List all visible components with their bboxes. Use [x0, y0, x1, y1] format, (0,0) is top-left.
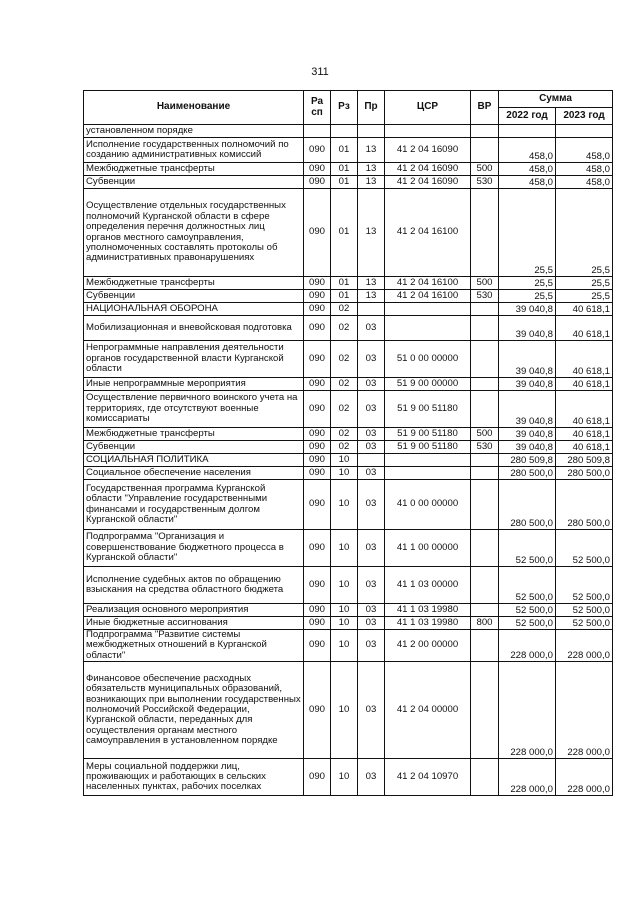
- header-name: Наименование: [84, 91, 304, 125]
- row-rz: 10: [331, 454, 358, 467]
- row-amount-2023: 228 000,0: [556, 662, 613, 759]
- row-name: Иные бюджетные ассигнования: [84, 617, 304, 630]
- header-rasp: Ра сп: [304, 91, 331, 125]
- row-amount-2023: 25,5: [556, 189, 613, 277]
- row-rz: 10: [331, 480, 358, 530]
- row-rasp: 090: [304, 480, 331, 530]
- row-vr: [471, 467, 499, 480]
- row-pr: 03: [358, 441, 385, 454]
- table-row: [84, 617, 613, 630]
- row-vr: [471, 567, 499, 604]
- row-csr: 51 9 00 51180: [385, 391, 471, 428]
- table-row: [84, 567, 613, 604]
- row-name: НАЦИОНАЛЬНАЯ ОБОРОНА: [84, 303, 304, 316]
- row-name: Непрограммные направления деятельности органов государственной власти Курганской области: [84, 341, 304, 378]
- row-name: Государственная программа Курганской области "Управление государственными финансами и государственным долгом Курганской области": [84, 480, 304, 530]
- table-row: [84, 428, 613, 441]
- row-name: установленном порядке: [84, 125, 304, 138]
- row-amount-2022: 39 040,8: [499, 316, 556, 341]
- table-row: [84, 163, 613, 176]
- row-rz: 01: [331, 138, 358, 163]
- table-row: [84, 138, 613, 163]
- row-vr: [471, 138, 499, 163]
- row-amount-2022: 458,0: [499, 163, 556, 176]
- row-rz: 10: [331, 567, 358, 604]
- row-rz: 10: [331, 604, 358, 617]
- row-rasp: 090: [304, 467, 331, 480]
- row-pr: 13: [358, 290, 385, 303]
- row-rz: [331, 125, 358, 138]
- row-csr: 41 1 03 19980: [385, 617, 471, 630]
- row-amount-2023: 40 618,1: [556, 303, 613, 316]
- row-pr: 03: [358, 391, 385, 428]
- row-vr: 500: [471, 277, 499, 290]
- row-rasp: 090: [304, 378, 331, 391]
- row-csr: 41 1 03 19980: [385, 604, 471, 617]
- table-body: [84, 125, 613, 796]
- table-row: [84, 467, 613, 480]
- row-vr: [471, 480, 499, 530]
- row-rasp: 090: [304, 454, 331, 467]
- row-rasp: 090: [304, 303, 331, 316]
- row-rasp: [304, 125, 331, 138]
- row-name: Межбюджетные трансферты: [84, 428, 304, 441]
- row-name: Мобилизационная и вневойсковая подготовка: [84, 316, 304, 341]
- row-pr: 13: [358, 189, 385, 277]
- row-rasp: 090: [304, 189, 331, 277]
- budget-table: [83, 90, 613, 796]
- table-row: [84, 662, 613, 759]
- row-vr: 530: [471, 441, 499, 454]
- row-pr: 03: [358, 604, 385, 617]
- row-amount-2023: 280 500,0: [556, 467, 613, 480]
- table-row: [84, 290, 613, 303]
- row-vr: [471, 759, 499, 796]
- table-row: [84, 630, 613, 662]
- row-csr: 51 0 00 00000: [385, 341, 471, 378]
- row-amount-2022: [499, 125, 556, 138]
- row-rasp: 090: [304, 163, 331, 176]
- row-vr: 800: [471, 617, 499, 630]
- row-rz: 02: [331, 303, 358, 316]
- row-rasp: 090: [304, 176, 331, 189]
- row-rasp: 090: [304, 617, 331, 630]
- row-amount-2022: 39 040,8: [499, 341, 556, 378]
- row-csr: 41 1 00 00000: [385, 530, 471, 567]
- table-row: [84, 441, 613, 454]
- row-rasp: 090: [304, 290, 331, 303]
- row-amount-2022: 52 500,0: [499, 530, 556, 567]
- row-pr: 03: [358, 316, 385, 341]
- page-number: 311: [311, 66, 329, 78]
- row-csr: 41 2 04 16100: [385, 277, 471, 290]
- row-rz: 02: [331, 316, 358, 341]
- row-amount-2022: 25,5: [499, 277, 556, 290]
- row-rasp: 090: [304, 630, 331, 662]
- row-rasp: 090: [304, 567, 331, 604]
- row-amount-2022: 280 509,8: [499, 454, 556, 467]
- header-vr: ВР: [471, 91, 499, 125]
- table-row: [84, 303, 613, 316]
- row-amount-2023: 280 500,0: [556, 480, 613, 530]
- header-2023: 2023 год: [556, 108, 613, 125]
- row-vr: [471, 303, 499, 316]
- row-csr: [385, 125, 471, 138]
- row-pr: 03: [358, 662, 385, 759]
- row-csr: 41 2 04 16100: [385, 290, 471, 303]
- row-rasp: 090: [304, 428, 331, 441]
- row-pr: 03: [358, 467, 385, 480]
- row-csr: 41 1 03 00000: [385, 567, 471, 604]
- row-amount-2023: 25,5: [556, 277, 613, 290]
- row-rz: 01: [331, 290, 358, 303]
- row-name: Подпрограмма "Развитие системы межбюджетных отношений в Курганской области": [84, 630, 304, 662]
- row-vr: [471, 378, 499, 391]
- row-amount-2022: 39 040,8: [499, 303, 556, 316]
- row-pr: 03: [358, 341, 385, 378]
- row-vr: 500: [471, 428, 499, 441]
- row-name: Субвенции: [84, 290, 304, 303]
- row-vr: [471, 189, 499, 277]
- row-vr: [471, 391, 499, 428]
- row-csr: 51 9 00 00000: [385, 378, 471, 391]
- row-csr: 41 2 04 16090: [385, 163, 471, 176]
- table-row: [84, 189, 613, 277]
- row-amount-2023: 40 618,1: [556, 441, 613, 454]
- row-rasp: 090: [304, 662, 331, 759]
- row-rz: 01: [331, 176, 358, 189]
- row-amount-2022: 25,5: [499, 290, 556, 303]
- row-csr: [385, 303, 471, 316]
- header-2022: 2022 год: [499, 108, 556, 125]
- row-name: Иные непрограммные мероприятия: [84, 378, 304, 391]
- row-vr: [471, 125, 499, 138]
- row-rz: 10: [331, 630, 358, 662]
- row-vr: 530: [471, 290, 499, 303]
- row-amount-2023: 40 618,1: [556, 391, 613, 428]
- row-name: Финансовое обеспечение расходных обязательств муниципальных образований, возникающих при выполнении государственных полномочий Российской Федерации, Курганской области, переданных для осуществления органам местного самоуправления в установленном порядке: [84, 662, 304, 759]
- header-csr: ЦСР: [385, 91, 471, 125]
- table-row: [84, 480, 613, 530]
- row-amount-2022: 52 500,0: [499, 567, 556, 604]
- row-amount-2022: 39 040,8: [499, 441, 556, 454]
- row-name: Осуществление отдельных государственных полномочий Курганской области в сфере определения перечня должностных лиц органов местного самоуправления, уполномоченных составлять протоколы об административных правонарушениях: [84, 189, 304, 277]
- row-pr: 13: [358, 176, 385, 189]
- row-csr: 41 2 04 16090: [385, 138, 471, 163]
- header-pr: Пр: [358, 91, 385, 125]
- table-row: [84, 125, 613, 138]
- row-rz: 10: [331, 759, 358, 796]
- row-amount-2022: 280 500,0: [499, 480, 556, 530]
- row-amount-2022: 25,5: [499, 189, 556, 277]
- row-vr: [471, 316, 499, 341]
- row-rz: 10: [331, 530, 358, 567]
- row-csr: 41 2 04 16100: [385, 189, 471, 277]
- row-csr: [385, 454, 471, 467]
- row-amount-2022: 39 040,8: [499, 391, 556, 428]
- row-pr: 03: [358, 530, 385, 567]
- row-amount-2023: 40 618,1: [556, 428, 613, 441]
- row-vr: [471, 662, 499, 759]
- row-csr: 51 9 00 51180: [385, 428, 471, 441]
- row-amount-2023: 458,0: [556, 176, 613, 189]
- table-row: [84, 341, 613, 378]
- row-amount-2023: 52 500,0: [556, 617, 613, 630]
- row-amount-2022: 52 500,0: [499, 617, 556, 630]
- row-rz: 02: [331, 428, 358, 441]
- row-name: Межбюджетные трансферты: [84, 163, 304, 176]
- row-pr: 03: [358, 759, 385, 796]
- row-vr: 500: [471, 163, 499, 176]
- row-csr: 41 2 04 10970: [385, 759, 471, 796]
- table-row: [84, 530, 613, 567]
- row-rasp: 090: [304, 441, 331, 454]
- row-name: Меры социальной поддержки лиц, проживающих и работающих в сельских населенных пунктах, рабочих поселках: [84, 759, 304, 796]
- header-sum: Сумма: [499, 91, 613, 108]
- row-csr: 41 2 04 16090: [385, 176, 471, 189]
- row-rz: 01: [331, 277, 358, 290]
- row-pr: 13: [358, 138, 385, 163]
- row-name: Реализация основного мероприятия: [84, 604, 304, 617]
- row-vr: [471, 604, 499, 617]
- row-rz: 02: [331, 391, 358, 428]
- row-amount-2023: 458,0: [556, 163, 613, 176]
- row-amount-2022: 228 000,0: [499, 630, 556, 662]
- row-rz: 01: [331, 163, 358, 176]
- row-amount-2022: 458,0: [499, 176, 556, 189]
- row-rz: 10: [331, 662, 358, 759]
- row-amount-2023: 40 618,1: [556, 316, 613, 341]
- row-vr: [471, 341, 499, 378]
- row-amount-2023: 52 500,0: [556, 567, 613, 604]
- row-pr: 03: [358, 480, 385, 530]
- row-csr: 41 2 00 00000: [385, 630, 471, 662]
- row-amount-2022: 39 040,8: [499, 428, 556, 441]
- row-name: Подпрограмма "Организация и совершенствование бюджетного процесса в Курганской области": [84, 530, 304, 567]
- row-amount-2023: 25,5: [556, 290, 613, 303]
- row-rasp: 090: [304, 530, 331, 567]
- row-pr: 13: [358, 277, 385, 290]
- header-rz: Рз: [331, 91, 358, 125]
- row-name: Субвенции: [84, 176, 304, 189]
- row-amount-2022: 52 500,0: [499, 604, 556, 617]
- row-rz: 10: [331, 467, 358, 480]
- row-pr: [358, 303, 385, 316]
- row-amount-2022: 228 000,0: [499, 759, 556, 796]
- row-amount-2022: 458,0: [499, 138, 556, 163]
- row-pr: 03: [358, 428, 385, 441]
- row-amount-2023: 52 500,0: [556, 530, 613, 567]
- row-amount-2023: 52 500,0: [556, 604, 613, 617]
- row-rasp: 090: [304, 759, 331, 796]
- row-csr: 41 0 00 00000: [385, 480, 471, 530]
- row-amount-2022: 228 000,0: [499, 662, 556, 759]
- row-rz: 02: [331, 341, 358, 378]
- table-row: [84, 316, 613, 341]
- row-name: Субвенции: [84, 441, 304, 454]
- row-name: Межбюджетные трансферты: [84, 277, 304, 290]
- row-amount-2023: 40 618,1: [556, 378, 613, 391]
- row-rasp: 090: [304, 391, 331, 428]
- row-pr: 13: [358, 163, 385, 176]
- table-row: [84, 759, 613, 796]
- table-row: [84, 277, 613, 290]
- row-name: СОЦИАЛЬНАЯ ПОЛИТИКА: [84, 454, 304, 467]
- row-pr: [358, 454, 385, 467]
- row-amount-2023: 458,0: [556, 138, 613, 163]
- row-pr: 03: [358, 567, 385, 604]
- row-name: Исполнение государственных полномочий по созданию административных комиссий: [84, 138, 304, 163]
- row-rasp: 090: [304, 316, 331, 341]
- row-amount-2023: [556, 125, 613, 138]
- row-csr: 51 9 00 51180: [385, 441, 471, 454]
- table-row: [84, 176, 613, 189]
- row-pr: 03: [358, 378, 385, 391]
- row-rasp: 090: [304, 604, 331, 617]
- row-rz: 02: [331, 378, 358, 391]
- row-rz: 01: [331, 189, 358, 277]
- row-vr: [471, 630, 499, 662]
- row-vr: [471, 530, 499, 567]
- row-csr: 41 2 04 00000: [385, 662, 471, 759]
- row-vr: 530: [471, 176, 499, 189]
- row-amount-2022: 39 040,8: [499, 378, 556, 391]
- row-name: Исполнение судебных актов по обращению взыскания на средства областного бюджета: [84, 567, 304, 604]
- table-row: [84, 378, 613, 391]
- row-rasp: 090: [304, 138, 331, 163]
- row-pr: [358, 125, 385, 138]
- row-pr: 03: [358, 630, 385, 662]
- row-rasp: 090: [304, 341, 331, 378]
- row-name: Осуществление первичного воинского учета на территориях, где отсутствуют военные комиссариаты: [84, 391, 304, 428]
- row-vr: [471, 454, 499, 467]
- row-amount-2023: 40 618,1: [556, 341, 613, 378]
- row-amount-2023: 228 000,0: [556, 630, 613, 662]
- row-amount-2022: 280 500,0: [499, 467, 556, 480]
- row-rz: 10: [331, 617, 358, 630]
- row-csr: [385, 467, 471, 480]
- table-row: [84, 604, 613, 617]
- row-csr: [385, 316, 471, 341]
- row-rz: 02: [331, 441, 358, 454]
- row-amount-2023: 228 000,0: [556, 759, 613, 796]
- table-row: [84, 391, 613, 428]
- table-row: [84, 454, 613, 467]
- row-amount-2023: 280 509,8: [556, 454, 613, 467]
- row-name: Социальное обеспечение населения: [84, 467, 304, 480]
- row-rasp: 090: [304, 277, 331, 290]
- row-pr: 03: [358, 617, 385, 630]
